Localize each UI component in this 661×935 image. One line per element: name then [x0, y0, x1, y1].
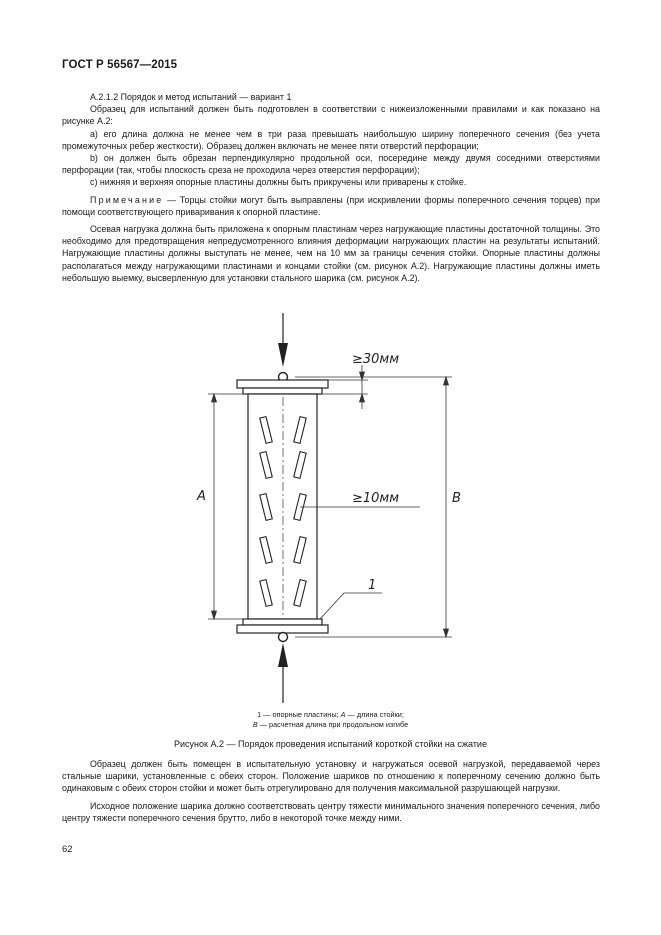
top-load-arrow: [278, 313, 288, 367]
label-1: 1: [368, 578, 377, 593]
note-paragraph: [62, 194, 600, 218]
dimension-top-plate: [322, 365, 368, 409]
section-heading: А.2.1.2 Порядок и метод испытаний — вариант 1: [90, 92, 292, 102]
bottom-steel-ball: [279, 633, 288, 642]
column-specimen: [248, 394, 317, 619]
test-setup-diagram: [0, 305, 661, 720]
label-a: A: [197, 489, 206, 504]
document-header: ГОСТ Р 56567—2015: [62, 59, 178, 71]
label-top-dimension: ≥30мм: [352, 352, 400, 367]
figure-a2: [0, 305, 661, 729]
bottom-load-arrow: [278, 643, 288, 703]
dimension-a: [208, 394, 248, 619]
label-b: B: [452, 491, 461, 506]
paragraph-placement: Образец должен быть помещен в испытательную установку и нагружаться осевой нагрузкой, передаваемой через стальные шарики, установленные с обеих сторон. Положение шариков по отношению к поперечному сечению должно быть одинаковым с обеих сторон стойки и может быть отрегулировано для получения максимальной разрушающей нагрузки.: [62, 759, 600, 794]
legend-letter-a: А: [340, 710, 346, 719]
top-base-plate: [243, 388, 322, 394]
figure-caption: Рисунок А.2 — Порядок проведения испытаний короткой стойки на сжатие: [174, 739, 487, 749]
figure-legend-line-1: [0, 710, 661, 720]
leader-1: [320, 593, 382, 619]
legend-letter-b: В: [252, 720, 258, 729]
note-text: — Торцы стойки могут быть выправлены (при искривлении формы поперечного сечения торцев) при помощи соответствующего приваривания к опорной пластине.: [62, 194, 600, 217]
paragraph-ball-position: Исходное положение шарика должно соответствовать центру тяжести минимального значения поперечного сечения, либо центру тяжести поперечного сечения брутто, либо в некоторой точке между ними.: [62, 800, 600, 823]
bottom-loading-plate: [237, 625, 328, 633]
legend-num-1: 1: [257, 710, 262, 719]
paragraph-item-a: а) его длина должна не менее чем в три раза превышать наибольшую ширину поперечного сечения (без учета промежуточных ребер жесткости). Образец должен включать не менее пяти отверстий перфорации;: [62, 128, 600, 151]
bottom-text-block: [62, 758, 600, 824]
paragraph-load: Осевая нагрузка должна быть приложена к опорным пластинам через нагружающие пластины достаточной толщины. Это необходимо для предотвращения непредусмотренного влияния деформации нагружающих пластин на результаты испытаний. Нагружающие пластины должны выступать не менее, чем на 10 мм за границы сечения стойки. Опорные пластины должны располагаться между нагружающими пластинами и концами стойки (см. рисунок А.2). Нагружающие пластины должны иметь небольшую выемку, высверленную для установки стального шарика (см. рисунок А.2).: [62, 224, 600, 283]
page-number: 62: [62, 844, 73, 855]
top-loading-plate: [237, 380, 328, 388]
bottom-base-plate: [243, 619, 322, 625]
paragraph-intro: Образец для испытаний должен быть подготовлен в соответствии с нижеизложенными правилами и как показано на рисунке А.2:: [62, 104, 600, 127]
top-text-block: [62, 91, 600, 284]
figure-legend-line-2: [0, 720, 661, 730]
label-side-dimension: ≥10мм: [352, 491, 400, 506]
legend-text-1: — опорные пластины;: [261, 710, 341, 719]
paragraph-item-b: b) он должен быть обрезан перпендикулярно продольной оси, посередине между двумя соседними отверстиями перфорации (так, чтобы плоскость среза не проходила через отверстия перфорации);: [62, 153, 600, 176]
note-label: Примечание: [90, 194, 164, 205]
legend-text-3: — расчетная длина при продольном изгибе: [257, 720, 409, 729]
legend-text-2: — длина стойки;: [345, 710, 404, 719]
paragraph-item-c: с) нижняя и верхняя опорные пластины должны быть прикручены или приварены к стойке.: [90, 177, 467, 188]
